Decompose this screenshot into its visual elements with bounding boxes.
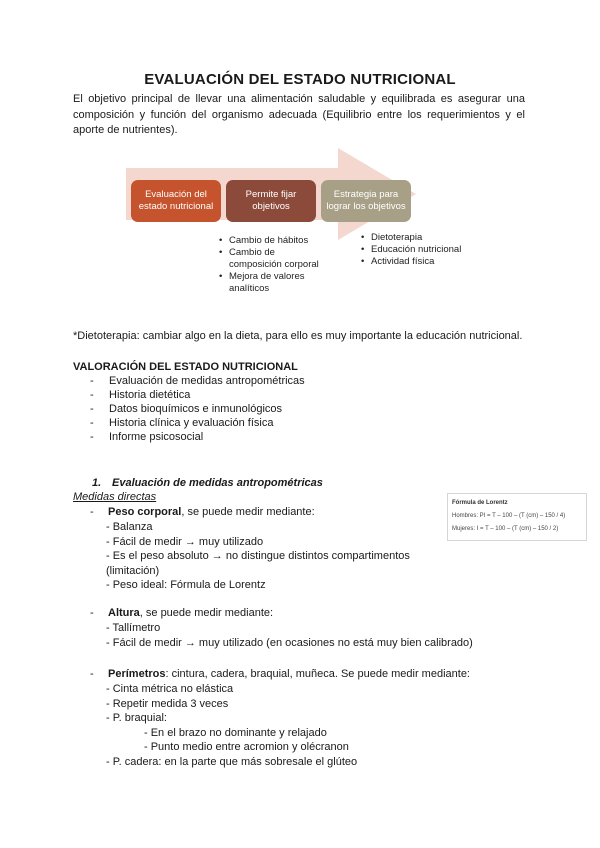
- peso-lines: [106, 520, 486, 593]
- dietoterapia-note: *Dietoterapia: cambiar algo en la dieta, para ello es muy importante la educación nutricional.: [73, 330, 523, 342]
- list-item: • Actividad física: [361, 256, 481, 268]
- list-item: • Cambio de composición corporal: [219, 247, 329, 271]
- list-item: • Educación nutricional: [361, 244, 481, 256]
- text-line: - En el brazo no dominante y relajado: [144, 726, 327, 739]
- text-line: - Repetir medida 3 veces: [106, 697, 229, 710]
- list-item: - Evaluación de medidas antropométricas: [90, 374, 305, 388]
- lorentz-women: Mujeres: I = T – 100 – (T (cm) – 150 / 2): [452, 526, 559, 532]
- document-page: EVALUACIÓN DEL ESTADO NUTRICIONAL El objetivo principal de llevar una alimentación saludable y equilibrada es asegurar una composición y función del organismo adecuada (Equilibrio entre los requerimientos y el aporte de nutrientes). Evaluación del estado nutricional Permite fijar objetivos Estrategia para lograr los objetivos • Cambio de hábitos • Cambio de composición corporal • Mejora de valores analíticos • Dietoterapia • Educación nutricional • Actividad física *Dietoterapia: cambiar algo en la dieta, para ello es muy importante la educación nutricional. VALORACIÓN DEL ESTADO NUTRICIONAL - Evaluación de medidas antropométricas - Historia dietética - Datos bioquímicos e inmunológicos - Historia clínica y evaluación física - Informe psicosocial 1. Evaluación de medidas antropométricas Medidas directas - Peso corporal, se puede medir mediante: - Balanza - Fácil de medir → muy utilizado - Es el peso absoluto → no distingue distintos compartimentos (limitación) - Peso ideal: Fórmula de Lorentz - Altura, se puede medir mediante: - Tallímetro - Fácil de medir → muy utilizado (en ocasiones no está muy bien calibrado) - Perímetros: cintura, cadera, braquial, muñeca. Se puede medir mediante: - Cinta métrica no elástica - Repetir medida 3 veces - P. braquial: - En el brazo no dominante y relajado - Punto medio entre acromion y olécranon - P. cadera: en la parte que más sobresale el glúteo Fórmula de Lorentz Hombres: PI = T – 100 – (T (cm) – 150 / 4) Mujeres: I = T – 100 – (T (cm) – 150 / 2): [0, 0, 600, 848]
- intro-paragraph: El objetivo principal de llevar una alimentación saludable y equilibrada es asegurar una composición y función del organismo adecuada (Equilibrio entre los requerimientos y el aporte de nutrientes).: [73, 93, 525, 136]
- perimetros-suffix: : cintura, cadera, braquial, muñeca. Se puede medir mediante:: [165, 668, 470, 680]
- list-item: • Cambio de hábitos: [219, 235, 329, 247]
- diagram-box-estrategia: Estrategia para lograr los objetivos: [321, 180, 411, 222]
- lorentz-title: Fórmula de Lorentz: [452, 500, 508, 506]
- list-item: - Informe psicosocial: [90, 430, 305, 444]
- altura-label: Altura: [108, 607, 140, 619]
- altura-suffix: , se puede medir mediante:: [139, 607, 274, 619]
- perimetros-label: Perímetros: [108, 668, 166, 680]
- list-item: • Mejora de valores analíticos: [219, 271, 329, 295]
- diagram-objectives-list: [219, 235, 329, 295]
- list-item: • Dietoterapia: [361, 232, 481, 244]
- text-line: - Fácil de medir → muy utilizado: [106, 535, 264, 548]
- text-line: - Cinta métrica no elástica: [106, 683, 234, 695]
- lorentz-men: Hombres: PI = T – 100 – (T (cm) – 150 / 4): [452, 513, 566, 519]
- lorentz-formula-box: [447, 493, 587, 541]
- list-item: - Historia dietética: [90, 388, 305, 402]
- text-line: (limitación): [106, 564, 160, 577]
- peso-label: Peso corporal: [108, 506, 182, 518]
- list-item: - Datos bioquímicos e inmunológicos: [90, 402, 305, 416]
- valoracion-list: [90, 374, 305, 444]
- diagram-box-objetivos: Permite fijar objetivos: [226, 180, 316, 222]
- text-line: - Punto medio entre acromion y olécranon: [144, 741, 349, 753]
- diagram-box-evaluacion: Evaluación del estado nutricional: [131, 180, 221, 222]
- section-number: 1.: [92, 477, 102, 489]
- text-line: - Es el peso absoluto → no distingue distintos compartimentos: [106, 550, 410, 562]
- list-item: - Historia clínica y evaluación física: [90, 416, 305, 430]
- text-line: - P. cadera: en la parte que más sobresale el glúteo: [106, 755, 358, 768]
- text-line: - Balanza: [106, 521, 153, 533]
- peso-suffix: , se puede medir mediante:: [181, 506, 315, 518]
- text-line: - Tallímetro: [106, 622, 161, 634]
- valoracion-heading: VALORACIÓN DEL ESTADO NUTRICIONAL: [73, 361, 298, 373]
- altura-lines: [106, 621, 486, 650]
- text-line: - P. braquial:: [106, 712, 167, 724]
- text-line: - Peso ideal: Fórmula de Lorentz: [106, 579, 266, 591]
- section-title: Evaluación de medidas antropométricas: [112, 477, 323, 489]
- page-title: EVALUACIÓN DEL ESTADO NUTRICIONAL: [144, 71, 456, 88]
- diagram-strategies-list: [361, 232, 481, 268]
- text-line: - Fácil de medir → muy utilizado (en ocasiones no está muy bien calibrado): [106, 636, 473, 649]
- section-heading: [92, 477, 323, 489]
- subsection-heading: Medidas directas: [73, 491, 157, 503]
- perimetros-lines: [106, 682, 486, 769]
